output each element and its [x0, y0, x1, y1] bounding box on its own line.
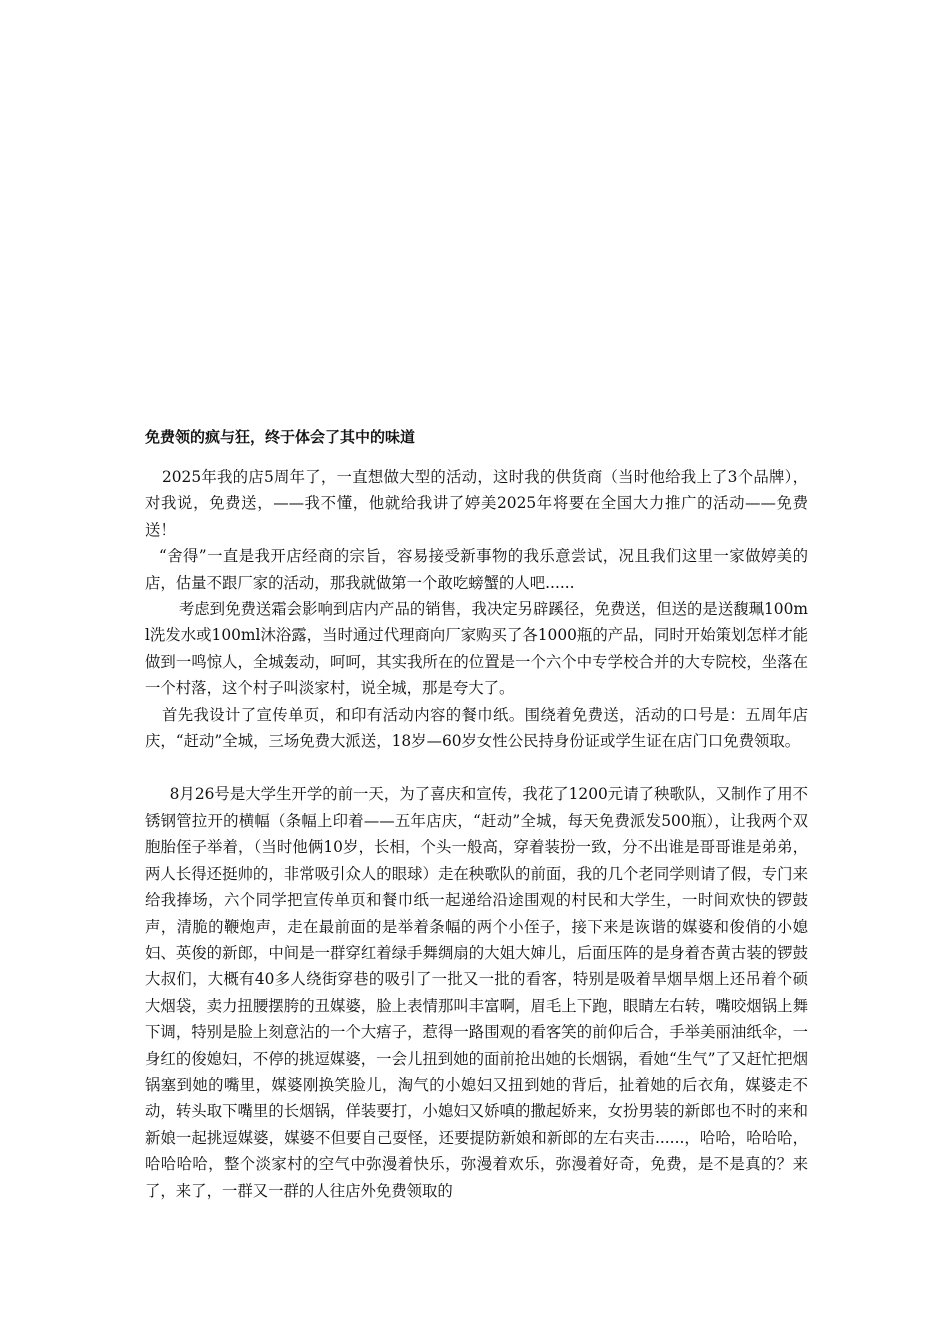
- document-page: [145, 424, 808, 1204]
- paragraph-sheide: “舍得”一直是我开店经商的宗旨，容易接受新事物的我乐意尝试，况且我们这里一家做婷美的店，估量不跟厂家的活动，那我就做第一个敢吃螃蟹的人吧......: [145, 547, 808, 592]
- spacer: [145, 754, 808, 781]
- paragraph-anniversary: 2025年我的店5周年了，一直想做大型的活动，这时我的供货商（当时他给我上了3个品牌），对我说，免费送，——我不懂，他就给我讲了婷美2025年将要在全国大力推广的活动——免费送！: [145, 468, 808, 539]
- paragraph-slogan: 首先我设计了宣传单页，和印有活动内容的餐巾纸。围绕着免费送，活动的口号是：五周年店庆，“赶动”全城，三场免费大派送，18岁—60岁女性公民持身份证或学生证在店门口免费领取。: [145, 705, 808, 751]
- document-title: 免费领的疯与狂，终于体会了其中的味道: [145, 428, 416, 446]
- paragraph-parade: 8月26号是大学生开学的前一天，为了喜庆和宣传，我花了1200元请了秧歌队，又制作了用不锈钢管拉开的横幅（条幅上印着——五年店庆，“赶动”全城，每天免费派发500瓶），让我两个双胞胎侄子举着，（当时他俩10岁，长相，个头一般高，穿着装扮一致，分不出谁是哥哥谁是弟弟，两人长得还挺帅的，非常吸引众人的眼球）走在秧歌队的前面，我的几个老同学则请了假，专门来给我捧场，六个同学把宣传单页和餐巾纸一起递给沿途围观的村民和大学生，一时间欢快的锣鼓声，清脆的鞭炮声，走在最前面的是举着条幅的两个小侄子，接下来是诙谐的媒婆和俊俏的小媳妇、英俊的新郎，中间是一群穿红着绿手舞绸扇的大姐大婶儿，后面压阵的是身着杏黄古装的锣鼓大叔们，大概有40多人绕街穿巷的吸引了一批又一批的看客，特别是吸着旱烟旱烟上还吊着个硕大烟袋，卖力扭腰摆胯的丑媒婆，脸上表情那叫丰富啊，眉毛上下跑，眼睛左右转，嘴咬烟锅上舞下调，特别是脸上刻意沾的一个大痦子，惹得一路围观的看客笑的前仰后合，手举美丽油纸伞，一身红的俊媳妇，不停的挑逗媒婆，一会儿扭到她的面前抢出她的长烟锅，看她“生气”了又赶忙把烟锅塞到她的嘴里，媒婆刚换笑脸儿，淘气的小媳妇又扭到她的背后，扯着她的后衣角，媒婆走不动，转头取下嘴里的长烟锅，佯装要打，小媳妇又娇嗔的撒起娇来，女扮男装的新郎也不时的来和新娘一起挑逗媒婆，媒婆不但要自己耍怪，还要提防新娘和新郎的左右夹击......，哈哈，哈哈哈，哈哈哈哈，整个淡家村的空气中弥漫着快乐，弥漫着欢乐，弥漫着好奇，免费，是不是真的？来了，来了，一群又一群的人往店外免费领取的: [145, 785, 808, 1200]
- spacer: [145, 450, 808, 464]
- paragraph-strategy: 考虑到免费送霜会影响到店内产品的销售，我决定另辟蹊径，免费送，但送的是送馥珮100ml洗发水或100ml沐浴露，当时通过代理商向厂家购买了各1000瓶的产品，同时开始策划怎样才能做到一鸣惊人，全城轰动，呵呵，其实我所在的位置是一个六个中专学校合并的大专院校，坐落在一个村落，这个村子叫淡家村，说全城，那是夸大了。: [145, 600, 808, 698]
